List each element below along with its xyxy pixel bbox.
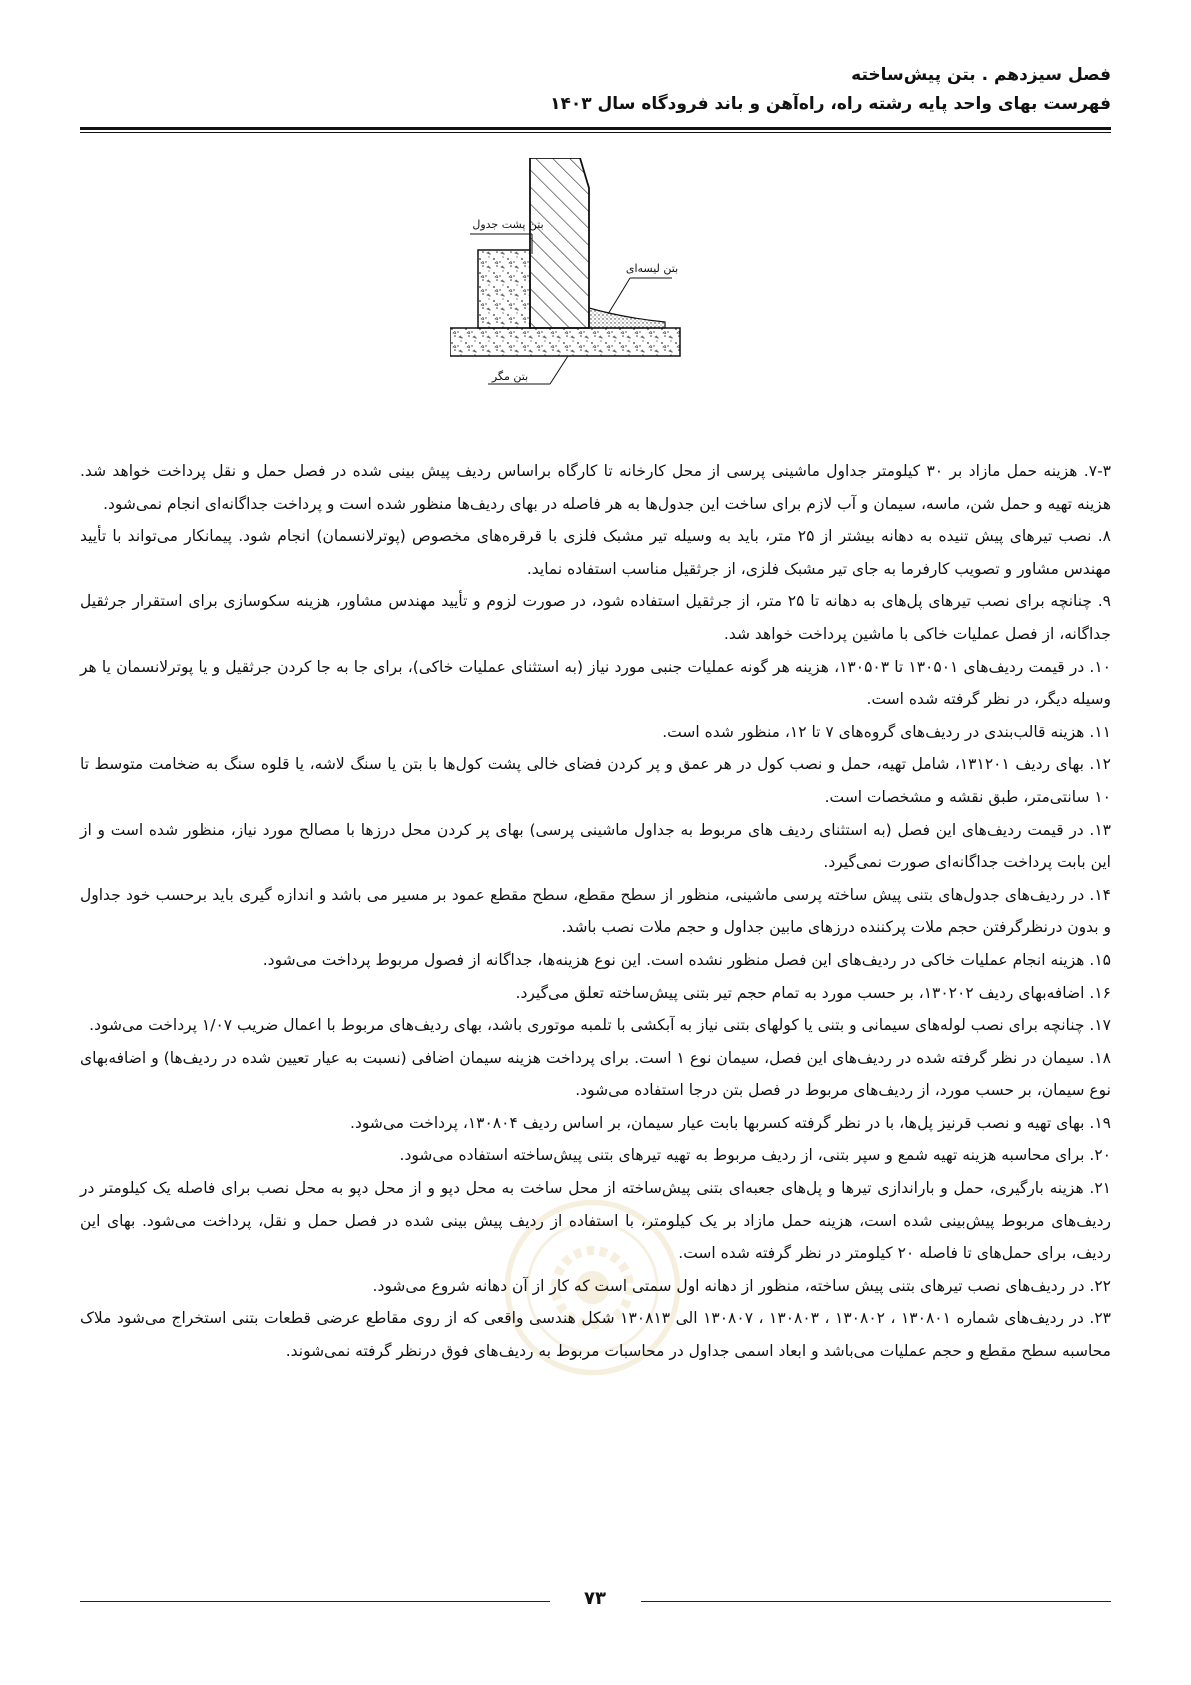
paragraph-17: ۱۷. چنانچه برای نصب لوله‌های سیمانی و بتنی یا کولهای بتنی نیاز به آبکشی با تلمبه موتوری باشد، بهای ردیف‌های مربوط با اعمال ضریب ۱/۰۷ پرداخت می‌شود.	[89, 1016, 1111, 1035]
paragraph-7-3: ۷-۳. هزینه حمل مازاد بر ۳۰ کیلومتر جداول ماشینی پرسی از محل کارخانه تا کارگاه براساس ردیف پیش بینی شده در فصل حمل و نقل پرداخت خواهد شد. هزینه تهیه و حمل شن، ماسه، سیمان و آب لازم برای ساخت این جدول‌ها به هر فاصله در بهای ردیف‌ها منظور شده است و پرداخت جداگانه‌ای انجام نمی‌شود.	[80, 462, 1111, 513]
paragraph-11: ۱۱. هزینه قالب‌بندی در ردیف‌های گروه‌های ۷ تا ۱۲، منظور شده است.	[662, 722, 1111, 741]
label-slope-concrete: بتن لیسه‌ای	[625, 262, 679, 275]
header-rule-thin	[80, 132, 1111, 133]
paragraph-18: ۱۸. سیمان در نظر گرفته شده در ردیف‌های این فصل، سیمان نوع ۱ است. برای پرداخت هزینه سیمان اضافی (نسبت به عیار تعیین شده در ردیف‌ها) و اضافه‌بهای نوع سیمان، بر حسب مورد، از ردیف‌های مربوط در فصل بتن درجا استفاده می‌شود.	[80, 1048, 1111, 1100]
footer-rule-left	[80, 1601, 550, 1602]
curb-section-drawing	[450, 158, 760, 428]
paragraph-23: ۲۳. در ردیف‌های شماره ۱۳۰۸۰۱ ، ۱۳۰۸۰۲ ، ۱۳۰۸۰۳ ، ۱۳۰۸۰۷ الی ۱۳۰۸۱۳ شکل هندسی واقعی که از روی مقاطع عرضی قطعات بتنی استخراج می‌شود ملاک محاسبه سطح مقطع و حجم عملیات می‌باشد و ابعاد اسمی جداول در محاسبات مربوط به ردیف‌های فوق درنظر گرفته نمی‌شوند.	[80, 1309, 1111, 1361]
footer-rule-right	[641, 1601, 1111, 1602]
label-backfill-concrete: بتن پشت جدول	[472, 218, 544, 231]
curb-section-figure	[450, 158, 760, 428]
paragraph-14: ۱۴. در ردیف‌های جدول‌های بتنی پیش ساخته پرسی ماشینی، منظور از سطح مقطع، سطح مقطع عمود بر مسیر می باشد و اندازه گیری باید برحسب خود جداول و بدون درنظرگرفتن حجم ملات پرکننده درزهای مابین جداول و حجم ملات نصب باشد.	[80, 885, 1111, 937]
page-body	[80, 455, 1111, 1368]
leader-lean	[550, 356, 568, 384]
slope-concrete	[589, 308, 665, 328]
paragraph-15: ۱۵. هزینه انجام عملیات خاکی در ردیف‌های این فصل منظور نشده است. این نوع هزینه‌ها، جداگانه از فصول مربوط پرداخت می‌شود.	[262, 950, 1111, 969]
lean-concrete-base	[450, 328, 680, 356]
paragraph-9: ۹. چنانچه برای نصب تیرهای پل‌های به دهانه تا ۲۵ متر، از جرثقیل استفاده شود، در صورت لزوم و تأیید مهندس مشاور، هزینه سکوسازی برای استقرار جرثقیل جداگانه، از فصل عملیات خاکی با ماشین پرداخت خواهد شد.	[80, 592, 1111, 643]
paragraph-8: ۸. نصب تیرهای پیش تنیده به دهانه بیشتر از ۲۵ متر، باید به وسیله تیر مشبک فلزی با قرقره‌های مخصوص (پوترلانسمان) انجام شود. پیمانکار می‌تواند با تأیید مهندس مشاور و تصویب کارفرما به جای تیر مشبک فلزی، از جرثقیل مناسب استفاده نماید.	[80, 527, 1111, 578]
curb-body	[530, 158, 589, 328]
page-header	[81, 62, 1111, 118]
document-subtitle: فهرست بهای واحد پایه رشته راه، راه‌آهن و باند فرودگاه سال ۱۴۰۳	[550, 94, 1111, 114]
paragraph-12: ۱۲. بهای ردیف ۱۳۱۲۰۱، شامل تهیه، حمل و نصب کول در هر عمق و پر کردن فضای خالی پشت کول‌ها با بتن یا سنگ لاشه، یا قلوه سنگ به ضخامت متوسط تا ۱۰ سانتی‌متر، طبق نقشه و مشخصات است.	[80, 755, 1111, 806]
paragraph-16: ۱۶. اضافه‌بهای ردیف ۱۳۰۲۰۲، بر حسب مورد به تمام حجم تیر بتنی پیش‌ساخته تعلق می‌گیرد.	[515, 983, 1111, 1002]
chapter-title: فصل سیزدهم . بتن پیش‌ساخته	[851, 65, 1111, 85]
label-lean-concrete: بتن مگر	[491, 370, 529, 383]
backfill-concrete	[478, 250, 530, 328]
paragraph-20: ۲۰. برای محاسبه هزینه تهیه شمع و سپر بتنی، از ردیف مربوط به تهیه تیرهای بتنی پیش‌ساخته استفاده می‌شود.	[399, 1146, 1111, 1165]
paragraph-10: ۱۰. در قیمت ردیف‌های ۱۳۰۵۰۱ تا ۱۳۰۵۰۳، هزینه هر گونه عملیات جنبی مورد نیاز (به استثنای عملیات خاکی)، برای جا به جا کردن جرثقیل و یا پوترلانسمان یا هر وسیله دیگر، در نظر گرفته شده است.	[80, 657, 1111, 709]
header-rule-thick	[80, 127, 1111, 130]
paragraph-21: ۲۱. هزینه بارگیری، حمل و باراندازی تیرها و پل‌های جعبه‌ای بتنی پیش‌ساخته از محل ساخت به محل دپو و از محل دپو به محل نصب برای فاصله یک کیلومتر در ردیف‌های مربوط پیش‌بینی شده است، هزینه حمل مازاد بر یک کیلومتر، با استفاده از ردیف پیش بینی شده در فصل حمل و نقل، پرداخت می‌شود. بهای این ردیف، برای حمل‌های تا فاصله ۲۰ کیلومتر در نظر گرفته شده است.	[80, 1179, 1111, 1263]
paragraph-22: ۲۲. در ردیف‌های نصب تیرهای بتنی پیش ساخته، منظور از دهانه اول سمتی است که کار از آن دهانه شروع می‌شود.	[372, 1276, 1111, 1295]
paragraph-19: ۱۹. بهای تهیه و نصب قرنیز پل‌ها، با در نظر گرفته کسربها بابت عیار سیمان، بر اساس ردیف ۱۳۰۸۰۴، پرداخت می‌شود.	[350, 1113, 1111, 1132]
paragraph-13: ۱۳. در قیمت ردیف‌های این فصل (به استثنای ردیف های مربوط به جداول ماشینی پرسی) بهای پر کردن محل درزها با مصالح مورد نیاز، منظور شده است و از این بابت پرداخت جداگانه‌ای صورت نمی‌گیرد.	[80, 820, 1111, 872]
page-number: ۷۳	[584, 1588, 606, 1609]
leader-slope	[608, 278, 630, 314]
